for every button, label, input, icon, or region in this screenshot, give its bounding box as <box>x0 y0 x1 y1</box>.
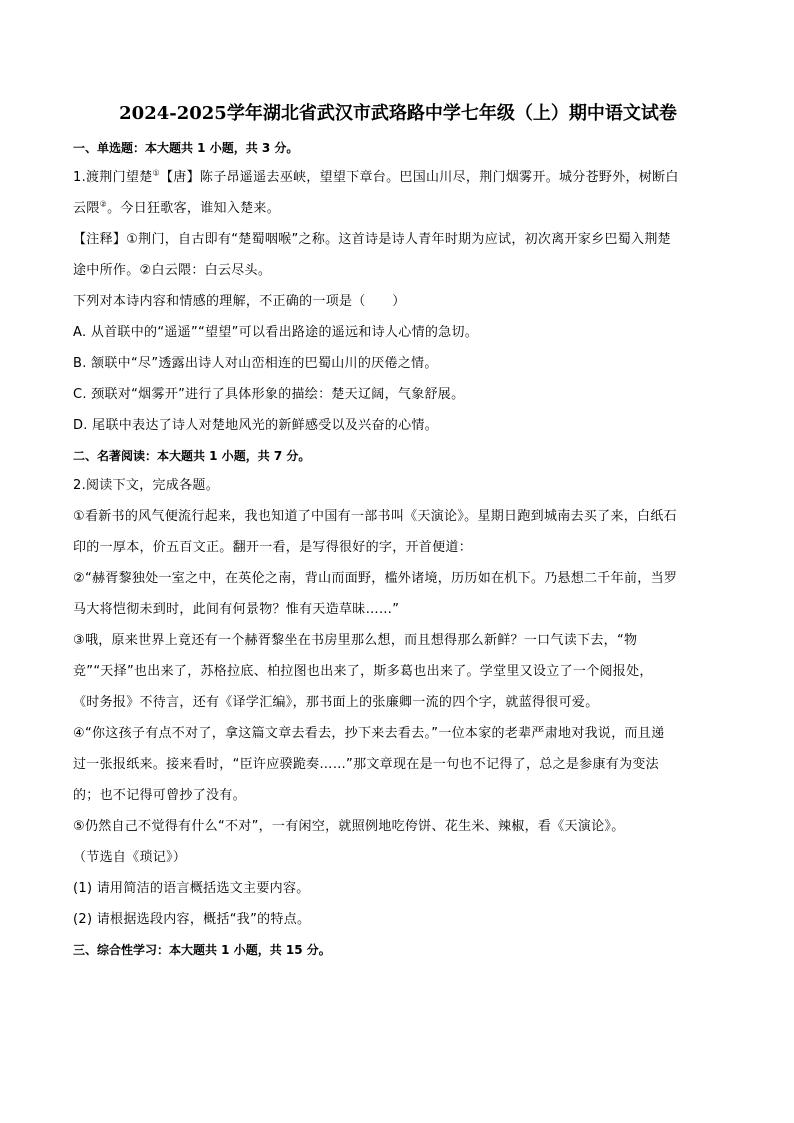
passage-line: 的；也不记得可曾抄了没有。 <box>73 788 246 803</box>
footnote-marker-2: ② <box>99 199 108 209</box>
sub-question-2: (2) 请根据选段内容，概括“我”的特点。 <box>73 912 311 927</box>
option-d: D. 尾联中表达了诗人对楚地风光的新鲜感受以及兴奋的心情。 <box>73 418 438 433</box>
passage-line: 《时务报》不待言，还有《译学汇编》，那书面上的张廉卿一流的四个字，就蓝得很可爱。 <box>73 695 599 710</box>
exam-page <box>73 100 723 969</box>
passage-line: ③哦，原来世界上竟还有一个赫胥黎坐在书房里那么想，而且想得那么新鲜？一口气读下去，“物 <box>73 633 638 648</box>
annotation-line-2: 途中所作。②白云隈：白云尽头。 <box>73 263 272 278</box>
footnote-marker-1: ① <box>152 168 160 178</box>
q1-text-d: 。今日狂歌客，谁知入楚来。 <box>107 201 280 216</box>
passage-source: （节选自《琐记》） <box>73 850 187 865</box>
page-title: 2024-2025学年湖北省武汉市武珞路中学七年级（上）期中语文试卷 <box>119 103 677 124</box>
section-heading-2: 二、名著阅读：本大题共 1 小题，共 7 分。 <box>73 449 311 463</box>
passage-line: 过一张报纸来。接来看时，“臣许应骙跪奏……”那文章现在是一句也不记得了，总之是参康有为变法 <box>73 757 659 772</box>
passage-line: ④“你这孩子有点不对了，拿这篇文章去看去，抄下来去看去。”一位本家的老辈严肃地对我说，而且递 <box>73 726 665 741</box>
question-1-line-1 <box>73 167 723 189</box>
q1-text-a: 1.渡荆门望楚 <box>73 170 153 185</box>
question-1-stem: 下列对本诗内容和情感的理解，不正确的一项是（ ） <box>73 294 406 309</box>
passage-line: ⑤仍然自己不觉得有什么“不对”，一有闲空，就照例地吃侉饼、花生米、辣椒，看《天演论》。 <box>73 819 625 834</box>
passage-line: ②“赫胥黎独处一室之中，在英伦之南，背山而面野，槛外诸境，历历如在机下。乃悬想二千年前，当罗 <box>73 571 678 586</box>
q1-text-c: 云隈 <box>73 201 100 216</box>
section-heading-1: 一、单选题：本大题共 1 小题，共 3 分。 <box>73 141 299 155</box>
question-2-intro: 2.阅读下文，完成各题。 <box>73 478 220 493</box>
section-heading-3: 三、综合性学习：本大题共 1 小题，共 15 分。 <box>73 943 331 957</box>
option-c: C. 颈联对“烟雾开”进行了具体形象的描绘：楚天辽阔，气象舒展。 <box>73 387 465 402</box>
passage-line: 印的一厚本，价五百文正。翻开一看，是写得很好的字，开首便道： <box>73 540 473 555</box>
q1-text-b: 【唐】陈子昂遥遥去巫峡，望望下章台。巴国山川尽，荆门烟雾开。城分苍野外，树断白 <box>160 170 679 185</box>
annotation-line-1: 【注释】①荆门，自古即有“楚蜀咽喉”之称。这首诗是诗人青年时期为应试，初次离开家乡巴蜀入荆楚 <box>73 232 671 247</box>
passage-line: ①看新书的风气便流行起来，我也知道了中国有一部书叫《天演论》。星期日跑到城南去买了来，白纸石 <box>73 509 677 524</box>
option-a: A. 从首联中的“遥遥”“望望”可以看出路途的遥远和诗人心情的急切。 <box>73 325 479 340</box>
passage-line: 竞”“天择”也出来了，苏格拉底、柏拉图也出来了，斯多葛也出来了。学堂里又设立了一个阅报处， <box>73 664 653 679</box>
option-b: B. 颔联中“尽”透露出诗人对山峦相连的巴蜀山川的厌倦之情。 <box>73 356 438 371</box>
question-1-line-2 <box>73 198 723 220</box>
sub-question-1: (1) 请用简洁的语言概括选文主要内容。 <box>73 881 310 896</box>
passage-line: 马大将恺彻未到时，此间有何景物？惟有天造草昧……” <box>73 602 400 617</box>
